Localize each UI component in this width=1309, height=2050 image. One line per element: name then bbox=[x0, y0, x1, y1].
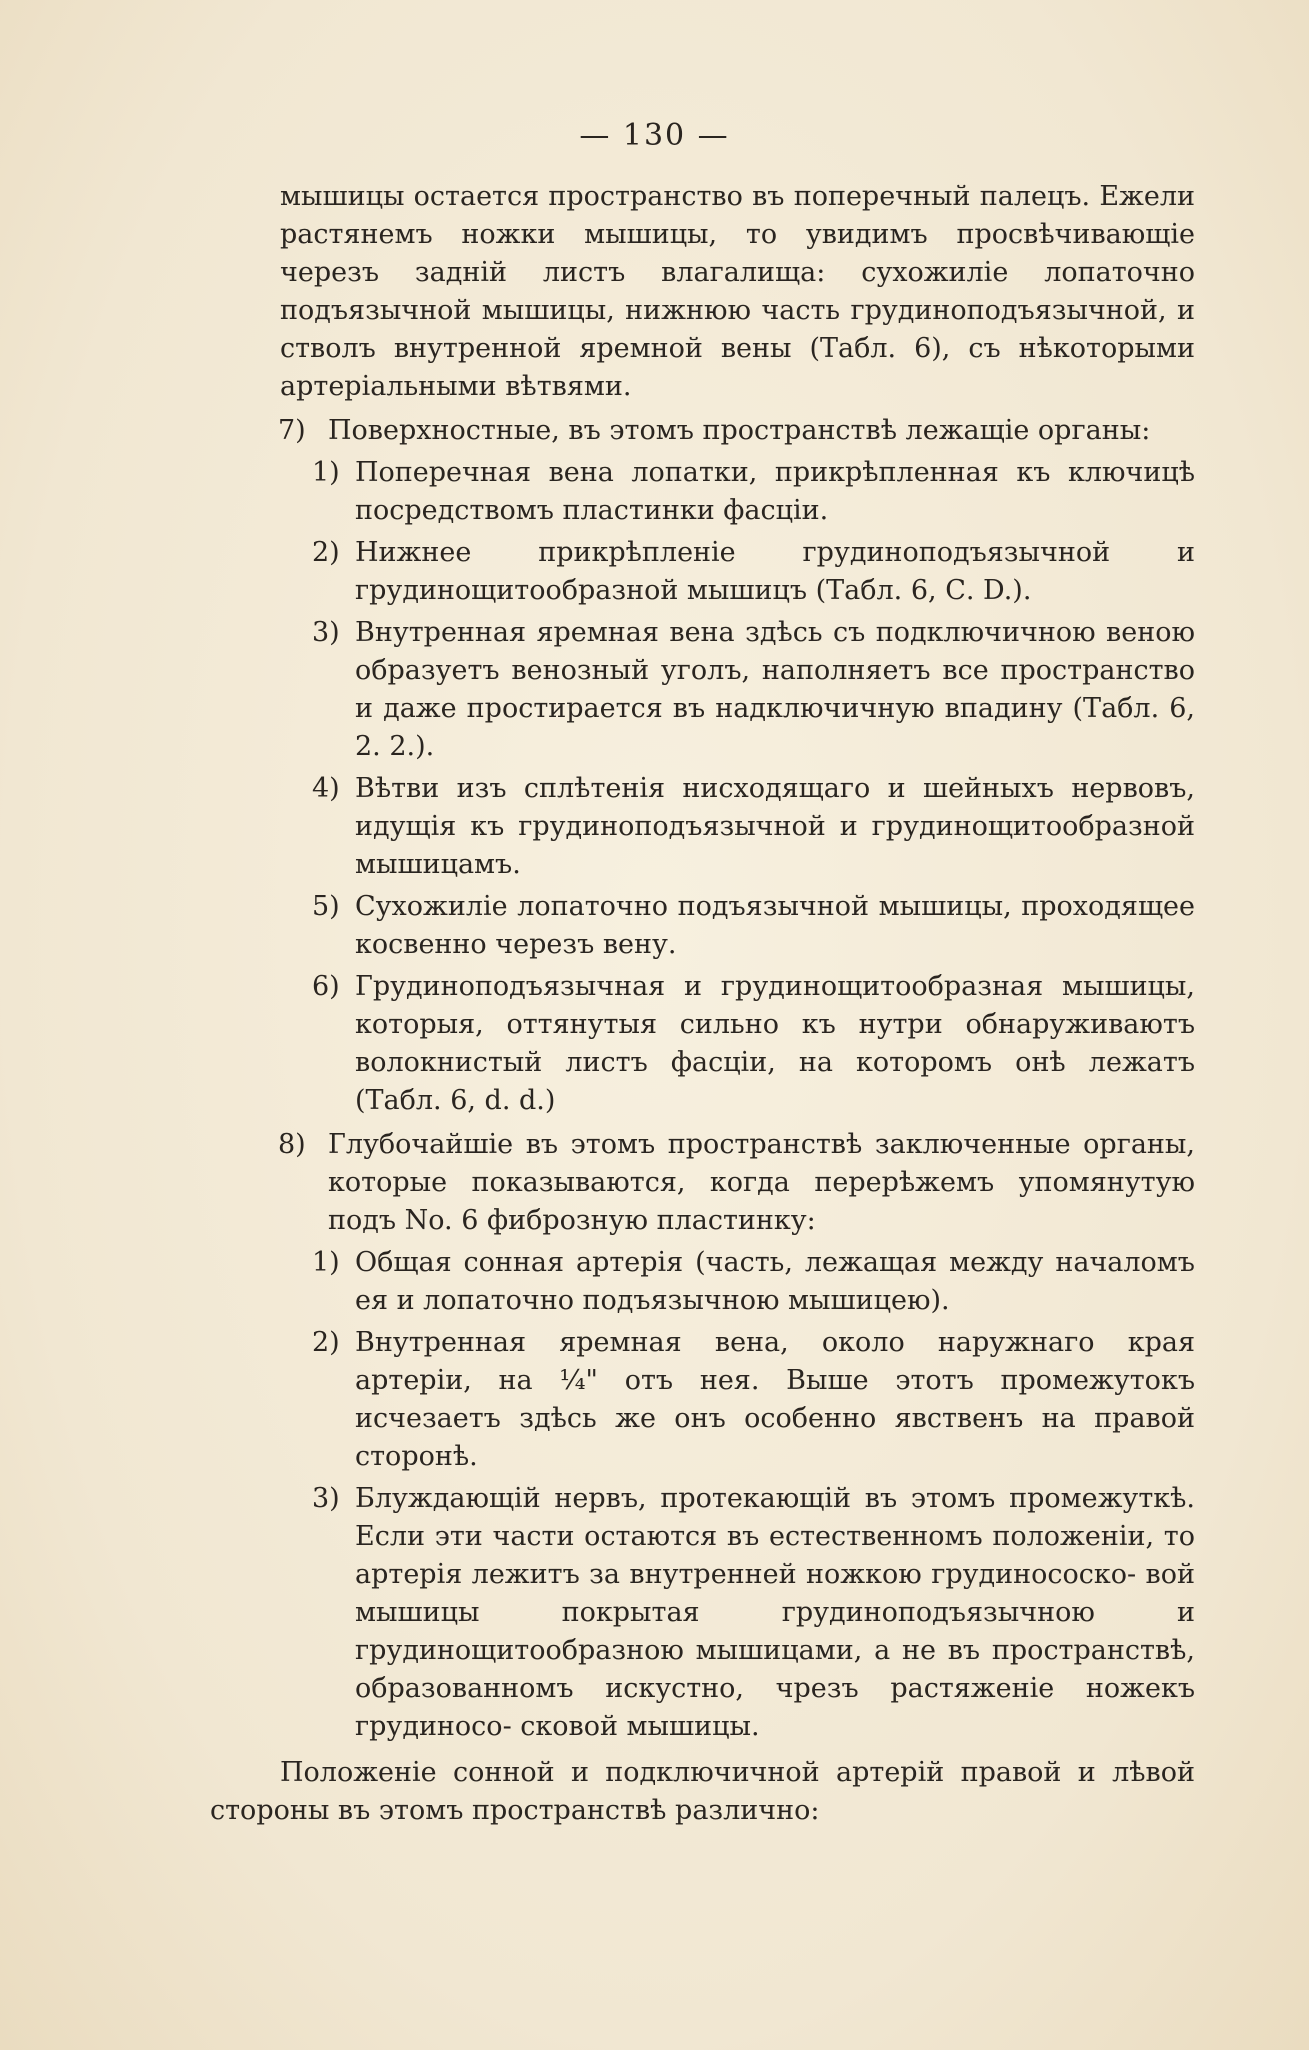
sub-text: Грудиноподъязычная и грудинощитообразная мышицы, которыя, оттянутыя сильно къ нутри обнаруживаютъ волокнистый листъ фасціи, на которомъ онѣ лежатъ (Табл. 6, d. d.) bbox=[355, 971, 1195, 1116]
item-8-sub-2 bbox=[280, 1324, 1195, 1476]
sub-text: Блуждающій нервъ, протекающій въ этомъ промежуткѣ. Если эти части остаются въ естественномъ положеніи, то артерія лежитъ за внутренней ножкою грудинососко- вой мышицы покрытая грудиноподъязычною и грудинощитообразною мышицами, а не въ пространствѣ, образованномъ искустно, чрезъ растяженіе ножекъ грудиносо- сковой мышицы. bbox=[355, 1483, 1195, 1742]
item-8 bbox=[280, 1126, 1195, 1240]
sub-number: 4) bbox=[312, 773, 340, 804]
sub-number: 2) bbox=[312, 1327, 340, 1358]
sub-number: 3) bbox=[312, 617, 340, 648]
item-7-number: 7) bbox=[278, 415, 306, 446]
sub-number: 3) bbox=[312, 1483, 340, 1514]
sub-number: 2) bbox=[312, 537, 340, 568]
sub-text: Сухожиліе лопаточно подъязычной мышицы, проходящее косвенно черезъ вену. bbox=[355, 891, 1195, 960]
item-8-sub-3 bbox=[280, 1480, 1195, 1746]
item-8-number: 8) bbox=[278, 1129, 306, 1160]
item-7-sub-2 bbox=[280, 534, 1195, 610]
intro-paragraph: мышицы остается пространство въ поперечный палецъ. Ежели растянемъ ножки мышицы, то увидимъ просвѣчивающіе черезъ задній листъ влагалища: сухожиліе лопаточно подъязычной мышицы, нижнюю часть грудиноподъязычной, и стволъ внутренной яремной вены (Табл. 6), съ нѣкоторыми артеріальными вѣтвями. bbox=[280, 181, 1195, 402]
item-7-sub-4 bbox=[280, 770, 1195, 884]
item-8-text: Глубочайшіе въ этомъ пространствѣ заключенные органы, которые показываются, когда перерѣжемъ упомянутую подъ No. 6 фиброзную пластинку: bbox=[328, 1129, 1195, 1236]
sub-number: 1) bbox=[312, 457, 340, 488]
item-7-text: Поверхностные, въ этомъ пространствѣ лежащіе органы: bbox=[328, 415, 1151, 446]
item-7-sub-1 bbox=[280, 454, 1195, 530]
sub-text: Поперечная вена лопатки, прикрѣпленная къ ключицѣ посредствомъ пластинки фасціи. bbox=[355, 457, 1195, 526]
final-paragraph: Положеніе сонной и подключичной артерій правой и лѣвой стороны въ этомъ пространствѣ различно: bbox=[210, 1757, 1195, 1826]
item-7-sub-3 bbox=[280, 614, 1195, 766]
sub-number: 5) bbox=[312, 891, 340, 922]
sub-number: 6) bbox=[312, 971, 340, 1002]
page-number: — 130 — bbox=[579, 118, 730, 153]
item-7 bbox=[280, 412, 1195, 450]
sub-text: Внутренная яремная вена, около наружнаго края артеріи, на ¼" отъ нея. Выше этотъ промежутокъ исчезаетъ здѣсь же онъ особенно явственъ на правой сторонѣ. bbox=[355, 1327, 1195, 1472]
item-7-sub-6 bbox=[280, 968, 1195, 1120]
sub-text: Нижнее прикрѣпленіе грудиноподъязычной и грудинощитообразной мышицъ (Табл. 6, С. D.). bbox=[355, 537, 1195, 606]
sub-number: 1) bbox=[312, 1247, 340, 1278]
sub-text: Вѣтви изъ сплѣтенія нисходящаго и шейныхъ нервовъ, идущія къ грудиноподъязычной и грудинощитообразной мышицамъ. bbox=[355, 773, 1195, 880]
item-8-sub-1 bbox=[280, 1244, 1195, 1320]
sub-text: Внутренная яремная вена здѣсь съ подключичною веною образуетъ венозный уголъ, наполняетъ все пространство и даже простирается въ надключичную впадину (Табл. 6, 2. 2.). bbox=[355, 617, 1195, 762]
sub-text: Общая сонная артерія (часть, лежащая между началомъ ея и лопаточно подъязычною мышицею). bbox=[355, 1247, 1195, 1316]
body-text bbox=[210, 178, 1195, 1830]
item-7-sub-5 bbox=[280, 888, 1195, 964]
